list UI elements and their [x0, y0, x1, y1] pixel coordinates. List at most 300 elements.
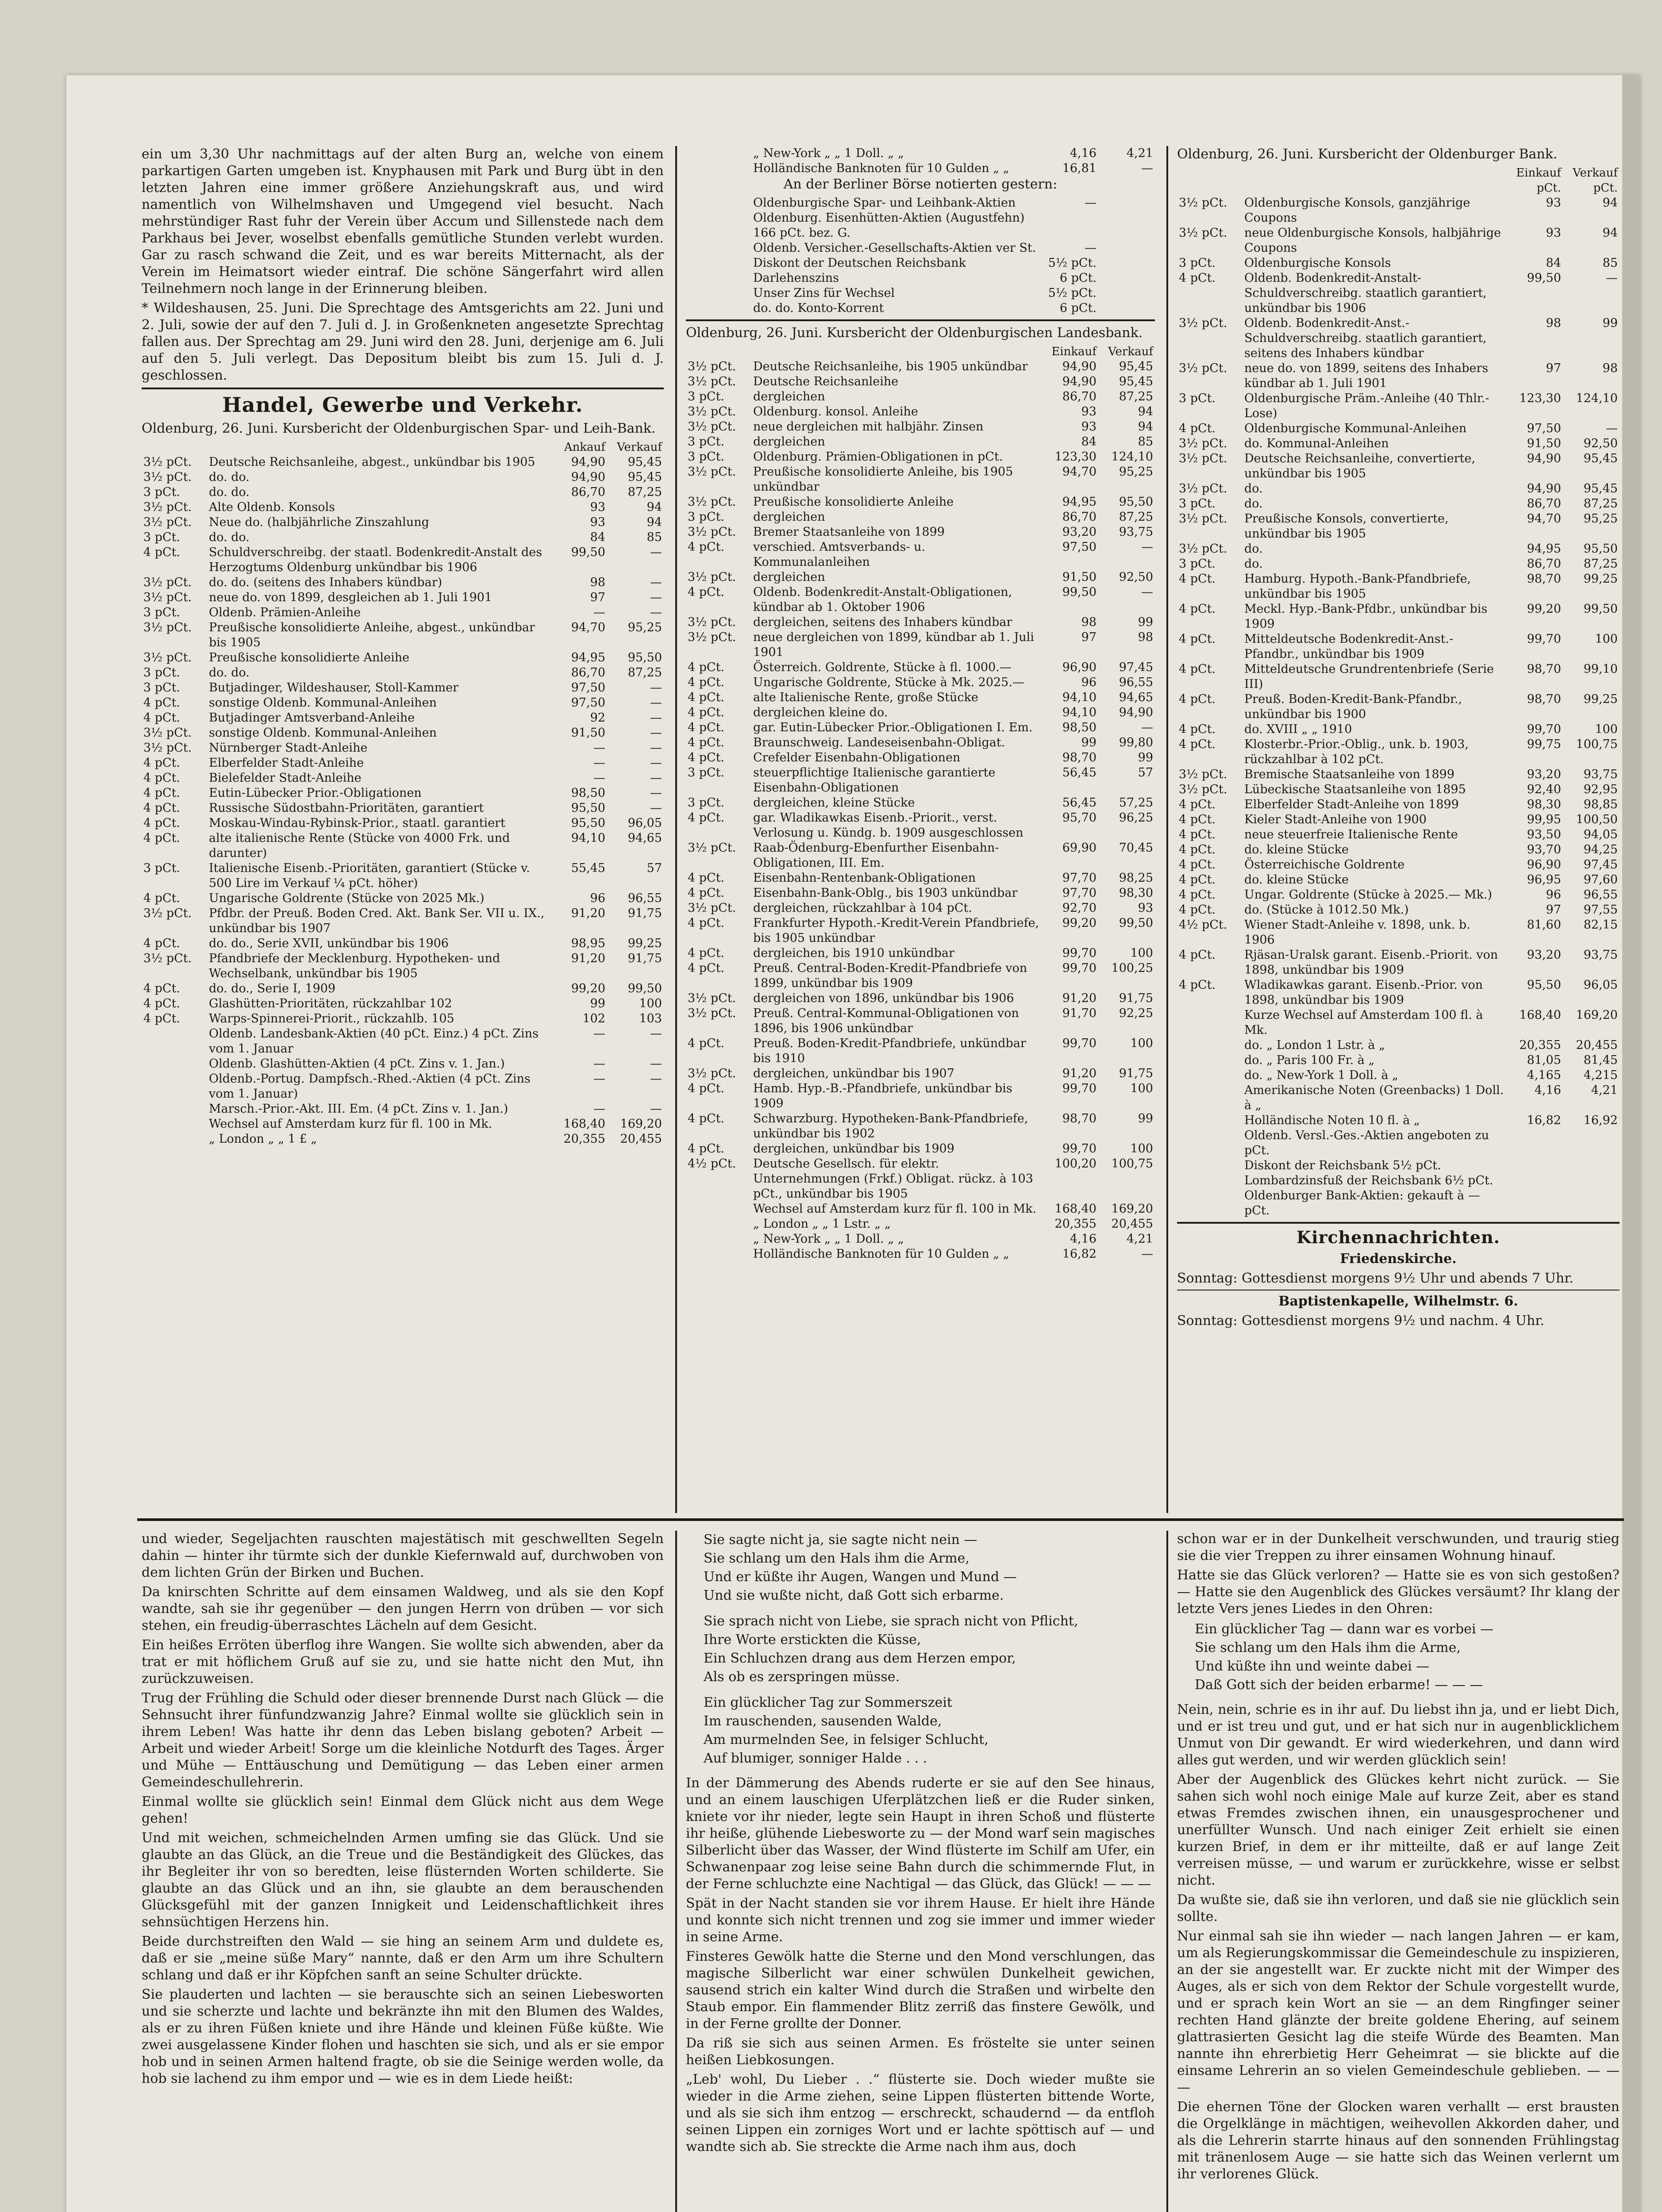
story-paragraph: Und mit weichen, schmeichelnden Armen umfing sie das Glück. Und sie glaubte an das Glück, an die Treue und die Beständigkeit des Glückes, das ihr Begleiter ihr von so beredten, leise flüsternden Worten schilderte. Sie glaubte an das Glück und an ihn, sie glaubte an dem berauschenden Glücksgefühl mit der ganzen Innigkeit und Leidenschaftlichkeit ihres sehnsüchtigen Herzens hin. — [142, 1830, 664, 1930]
security-name-cell: Lombardzinsfuß der Reichsbank 6½ pCt. — [1244, 1174, 1493, 1187]
price-table-oldenburger-bank — [1177, 165, 1620, 1218]
sell-price-cell: 85 — [1138, 435, 1153, 449]
security-name-cell: Oldenb.-Portug. Dampfsch.-Rhed.-Aktien (4 pCt. Zins vom 1. Januar) — [209, 1072, 531, 1101]
buy-price-cell: 102 — [582, 1012, 605, 1025]
buy-price-cell: 93 — [1546, 226, 1561, 240]
rate-cell: 4 pCt. — [688, 751, 725, 764]
rate-cell — [686, 286, 751, 301]
buy-price-cell: 93,70 — [1527, 843, 1561, 856]
sell-price-cell: 92,95 — [1583, 783, 1618, 796]
security-name-cell: Alte Oldenb. Konsols — [209, 500, 335, 514]
section-rule — [1177, 1222, 1620, 1224]
security-name-cell: dergleichen, bis 1910 unkündbar — [753, 946, 954, 960]
security-name-cell: Moskau-Windau-Rybinsk-Prior., staatl. garantiert — [209, 816, 505, 830]
section-divider — [137, 1518, 1624, 1521]
price-row — [686, 1081, 1155, 1111]
sell-price-cell: 16,92 — [1583, 1114, 1618, 1127]
security-name-cell: Preuß. Boden-Kredit-Pfandbriefe, unkündbar bis 1910 — [753, 1037, 1026, 1065]
poem-stanza — [1177, 1620, 1620, 1694]
rate-cell: 4 pCt. — [143, 771, 181, 785]
story-paragraph: Da riß sie sich aus seinen Armen. Es fröstelte sie unter seinen heißen Liebkosungen. — [686, 2035, 1155, 2068]
rate-cell: 4 pCt. — [688, 961, 725, 975]
sell-price-cell: 94,05 — [1583, 828, 1618, 841]
price-row — [142, 500, 664, 515]
story-paragraph: „Leb' wohl, Du Lieber . .“ flüsterte sie. Doch wieder mußte sie wieder in die Arme ziehen, seine Lippen flüsterten bittende Worte, und als sie sich ihm entzog — erschreckt, schaudernd — da entfloh seinen Lippen ein zorniges Wort und er lachte spöttisch auf — und wandte sich ab. Sie streckte die Arme nach ihm aus, doch — [686, 2072, 1155, 2154]
security-name-cell: do. do. — [209, 485, 250, 499]
report-header: Oldenburg, 26. Juni. Kursbericht der Oldenburgischen Spar- und Leih-Bank. — [142, 421, 656, 436]
story-paragraph: schon war er in der Dunkelheit verschwunden, und traurig stieg sie die vier Treppen zu ihrer einsamen Wohnung hinauf. — [1177, 1531, 1620, 1563]
rate-cell: 3½ pCt. — [143, 576, 192, 589]
buy-price-cell: 86,70 — [1527, 497, 1561, 511]
rate-cell — [1177, 1038, 1243, 1053]
security-name-cell: gar. Eutin-Lübecker Prior.-Obligationen I. Em. — [753, 721, 1033, 734]
buy-price-cell: 98,30 — [1527, 798, 1561, 811]
column-3-upper — [1177, 146, 1620, 1509]
sell-price-cell: — — [650, 801, 662, 815]
rate-cell — [686, 146, 751, 161]
rate-cell: 3 pCt. — [688, 390, 725, 403]
sell-price-cell: 94,25 — [1583, 843, 1618, 856]
sell-price-cell: 103 — [639, 1012, 662, 1025]
sell-price-cell: 99,50 — [1119, 916, 1153, 930]
rate-cell: 4 pCt. — [1179, 828, 1216, 841]
rate-cell: 4 pCt. — [143, 997, 181, 1010]
rate-cell — [1177, 1128, 1243, 1158]
sell-price-cell: 94 — [1138, 420, 1153, 434]
rate-cell: 3½ pCt. — [143, 726, 192, 740]
rate-cell — [1177, 1053, 1243, 1068]
rate-cell: 4 pCt. — [688, 886, 725, 900]
sell-price-cell: 93,75 — [1583, 768, 1618, 781]
security-name-cell: do. do., Serie I, 1909 — [209, 982, 336, 995]
price-row — [1177, 511, 1620, 541]
price-row — [686, 434, 1155, 449]
rate-cell — [686, 1232, 751, 1247]
poem-line: Als ob es zerspringen müsse. — [704, 1669, 900, 1685]
price-row — [1177, 722, 1620, 737]
price-row — [686, 211, 1155, 241]
price-row — [686, 1202, 1155, 1217]
security-name-cell: Schwarzburg. Hypotheken-Bank-Pfandbriefe, unkündbar bis 1902 — [753, 1112, 1028, 1141]
sell-price-cell: — — [1141, 161, 1153, 175]
security-name-cell: Lübeckische Staatsanleihe von 1895 — [1244, 783, 1466, 796]
rate-cell: 4 pCt. — [143, 1012, 181, 1025]
security-name-cell: Elberfelder Stadt-Anleihe — [209, 756, 364, 770]
security-name-cell: Eutin-Lübecker Prior.-Obligationen — [209, 786, 422, 800]
rate-cell — [686, 196, 751, 211]
buy-price-cell: 97 — [1546, 361, 1561, 375]
sell-price-cell: 99 — [1138, 751, 1153, 764]
sell-price-cell: 95,50 — [1583, 542, 1618, 556]
security-name-cell: Pfandbriefe der Mecklenburg. Hypotheken- und Wechselbank, unkündbar bis 1905 — [209, 952, 500, 980]
price-row — [686, 630, 1155, 660]
sell-price-cell: 4,215 — [1583, 1068, 1618, 1082]
rate-cell — [1177, 1068, 1243, 1083]
price-row — [142, 1117, 664, 1132]
price-row — [1177, 812, 1620, 827]
price-row — [1177, 481, 1620, 496]
sell-price-cell: 96,55 — [627, 891, 662, 905]
rate-cell: 4 pCt. — [143, 756, 181, 770]
security-name-cell: Deutsche Reichsanleihe, bis 1905 unkündbar — [753, 360, 1028, 373]
table-head-row — [1177, 165, 1620, 180]
rate-cell — [1177, 1158, 1243, 1173]
price-row — [1177, 391, 1620, 421]
sell-price-cell: 87,25 — [627, 666, 662, 680]
rate-cell: 3½ pCt. — [143, 621, 192, 634]
price-row — [1177, 572, 1620, 602]
poem-line: Und er küßte ihr Augen, Wangen und Mund — — [704, 1569, 1017, 1585]
rate-cell: 4 pCt. — [1179, 873, 1216, 887]
unit-label: pCt. — [1593, 181, 1618, 195]
sell-price-cell: 99,50 — [1583, 602, 1618, 616]
rate-cell: 4½ pCt. — [688, 1157, 736, 1171]
security-name-cell: Deutsche Gesellsch. für elektr. Unternehmungen (Frkf.) Obligat. rückz. à 103 pCt., unkündbar bis 1905 — [753, 1157, 1033, 1201]
security-name-cell: do. „ Paris 100 Fr. à „ — [1244, 1053, 1375, 1067]
buy-price-cell: 6 pCt. — [1059, 301, 1096, 315]
buy-price-cell: 98,70 — [1062, 751, 1096, 764]
buy-price-cell: 99,70 — [1062, 1037, 1096, 1050]
buy-price-cell: 20,355 — [1054, 1217, 1096, 1231]
price-row — [686, 615, 1155, 630]
buy-price-cell: 99,50 — [1527, 271, 1561, 285]
buy-price-cell: 94,95 — [1527, 542, 1561, 556]
sell-price-cell — [1098, 211, 1155, 241]
story-paragraph: In der Dämmerung des Abends ruderte er sie auf den See hinaus, und an einem lauschigen Uferplätzchen ließ er die Ruder sinken, kniete vor ihr nieder, legte sein Haupt in ihren Schoß und flüsterte ihr heiße, glühende Liebesworte zu — der Mond warf sein magisches Silberlicht über das Wasser, der Wind flüsterte im Schilf am Ufer, ein Schwanenpaar zog leise seine Bahn durch die schimmernde Flut, in der Ferne schluchzte eine Nachtigal — das Glück, das Glück! — — — — [686, 1775, 1155, 1892]
column-divider — [1166, 1531, 1168, 2212]
security-name-cell: Holländische Banknoten für 10 Gulden „ „ — [753, 1247, 1009, 1261]
security-name-cell: Oldenburg. Prämien-Obligationen in pCt. — [753, 450, 1003, 464]
sell-price-cell — [1563, 1188, 1620, 1218]
security-name-cell: Wechsel auf Amsterdam kurz für fl. 100 in Mk. — [753, 1202, 1037, 1216]
rate-cell — [686, 256, 751, 271]
price-row — [686, 946, 1155, 961]
security-name-cell: Amerikanische Noten (Greenbacks) 1 Doll. à „ — [1244, 1083, 1504, 1112]
security-name-cell: Kieler Stadt-Anleihe von 1900 — [1244, 813, 1427, 826]
sell-price-cell: 93 — [1138, 901, 1153, 915]
rate-cell: 4 pCt. — [688, 706, 725, 719]
rate-cell: 3½ pCt. — [688, 1067, 736, 1080]
sell-price-cell: 87,25 — [1583, 557, 1618, 571]
security-name-cell: dergleichen — [753, 390, 825, 403]
security-name-cell: Butjadinger, Wildeshauser, Stoll-Kammer — [209, 681, 459, 695]
security-name-cell: Schuldverschreibg. der staatl. Bodenkredit-Anstalt des Herzogtums Oldenburg unkündbar bis 1906 — [209, 545, 542, 574]
security-name-cell: Oldenb. Bodenkredit-Anstalt-Obligationen, kündbar ab 1. Oktober 1906 — [753, 585, 1012, 614]
rate-cell — [686, 241, 751, 256]
rate-cell: 3½ pCt. — [143, 455, 192, 469]
buy-price-cell: 81,60 — [1527, 918, 1561, 932]
price-row — [1177, 1113, 1620, 1128]
table-head-row — [142, 440, 664, 455]
price-row — [686, 495, 1155, 510]
church-subtitle: Friedenskirche. — [1340, 1251, 1457, 1267]
buy-price-cell: — — [593, 1072, 605, 1086]
security-name-cell: Oldenburgische Konsols — [1244, 256, 1391, 270]
price-row — [686, 286, 1155, 301]
security-name-cell: Rjäsan-Uralsk garant. Eisenb.-Priorit. von 1898, unkündbar bis 1909 — [1244, 948, 1498, 977]
story-paragraph: Einmal wollte sie glücklich sein! Einmal dem Glück nicht aus dem Wege gehen! — [142, 1794, 664, 1826]
buy-price-cell: 95,50 — [571, 801, 605, 815]
rate-cell — [686, 1202, 751, 1217]
sell-price-cell: 169,20 — [620, 1117, 662, 1131]
poem-line: Und sie wußte nicht, daß Gott sich erbarme. — [704, 1588, 1004, 1603]
buy-price-cell: 94,90 — [571, 455, 605, 469]
rate-cell: 4 pCt. — [1179, 798, 1216, 811]
buy-price-cell: 16,82 — [1062, 1247, 1096, 1261]
sell-price-cell: 95,25 — [1119, 465, 1153, 479]
security-name-cell: dergleichen, rückzahlbar à 104 pCt. — [753, 901, 972, 915]
price-row — [142, 575, 664, 590]
sell-price-cell: 94,65 — [1119, 691, 1153, 704]
sell-price-cell: 57 — [1138, 766, 1153, 780]
church-title: Kirchennachrichten. — [1297, 1227, 1500, 1247]
security-name-cell: Preuß. Boden-Kredit-Bank-Pfandbr., unkündbar bis 1900 — [1244, 692, 1462, 721]
price-row — [142, 710, 664, 726]
newspaper-page — [66, 75, 1640, 2212]
col-head-buy: Ankauf — [564, 441, 605, 454]
sell-price-cell: 99 — [1602, 316, 1618, 330]
rate-cell — [686, 1247, 751, 1262]
sell-price-cell: — — [650, 696, 662, 710]
security-name-cell: do. — [1244, 497, 1263, 511]
sell-price-cell — [1098, 256, 1155, 271]
rate-cell: 4 pCt. — [688, 811, 725, 825]
sell-price-cell: 94 — [646, 500, 662, 514]
buy-price-cell: 94,90 — [1527, 452, 1561, 465]
rate-cell — [142, 1102, 207, 1117]
story-paragraph: Nein, nein, schrie es in ihr auf. Du liebst ihn ja, und er liebt Dich, und er ist treu und gut, und er hat sich nur in augenblicklichem Unmut von Dir gewandt. Er wird wiederkehren, und dann wird alles gut werden, und wir werden glücklich sein! — [1177, 1702, 1620, 1768]
buy-price-cell: — — [593, 771, 605, 785]
page-gutter — [1622, 75, 1640, 2212]
rate-cell: 3 pCt. — [1179, 497, 1216, 511]
buy-price-cell: 93,20 — [1527, 948, 1561, 962]
chapel-title: Baptistenkapelle, Wilhelmstr. 6. — [1278, 1294, 1518, 1309]
sell-price-cell: 94,65 — [627, 831, 662, 845]
price-row — [1177, 1188, 1620, 1218]
sell-price-cell: 95,45 — [1583, 482, 1618, 495]
security-name-cell: Wiener Stadt-Anleihe v. 1898, unk. b. 1906 — [1244, 918, 1470, 947]
price-row — [1177, 872, 1620, 887]
security-name-cell: Preußische konsolidierte Anleihe, bis 1905 unkündbar — [753, 465, 1013, 494]
buy-price-cell: 96 — [590, 891, 605, 905]
price-row — [142, 726, 664, 741]
rate-cell: 3 pCt. — [688, 510, 725, 524]
buy-price-cell: — — [593, 741, 605, 755]
buy-price-cell: 92,70 — [1062, 901, 1096, 915]
rate-cell: 3½ pCt. — [1179, 482, 1227, 495]
poem-line: Am murmelnden See, in felsiger Schlucht, — [704, 1732, 989, 1747]
rate-cell: 3½ pCt. — [688, 615, 736, 629]
buy-price-cell: 55,45 — [571, 861, 605, 875]
price-row — [1177, 271, 1620, 316]
security-name-cell: Deutsche Reichsanleihe, abgest., unkündbar bis 1905 — [209, 455, 535, 469]
buy-price-cell: 93 — [1081, 405, 1096, 419]
price-row — [142, 620, 664, 650]
rate-cell: 4 pCt. — [1179, 271, 1216, 285]
security-name-cell: Hamb. Hyp.-B.-Pfandbriefe, unkündbar bis 1909 — [753, 1082, 1012, 1110]
rate-cell: 4 pCt. — [1179, 632, 1216, 646]
sell-price-cell: 99,80 — [1119, 736, 1153, 749]
buy-price-cell: 94,10 — [1062, 706, 1096, 719]
security-name-cell: Bielefelder Stadt-Anleihe — [209, 771, 362, 785]
col-head-sell: Verkauf — [1108, 345, 1153, 358]
sell-price-cell: 169,20 — [1111, 1202, 1153, 1216]
security-name-cell: Preußische konsolidierte Anleihe — [209, 651, 410, 664]
price-row — [1177, 827, 1620, 842]
story-paragraph: Beide durchstreiften den Wald — sie hing an seinem Arm und duldete es, daß er sie „meine süße Mary“ nannte, daß er den Arm um ihre Schultern schlang und daß er ihr Köpfchen sanft an seine Schulter drückte. — [142, 1934, 664, 1983]
rate-cell: 3½ pCt. — [688, 405, 736, 419]
price-row — [142, 906, 664, 936]
sell-price-cell: 94,90 — [1119, 706, 1153, 719]
price-row — [686, 720, 1155, 735]
column-divider — [675, 146, 677, 1513]
buy-price-cell: 93,20 — [1062, 525, 1096, 539]
price-row — [142, 530, 664, 545]
rate-cell — [686, 301, 751, 316]
sell-price-cell: 85 — [646, 530, 662, 544]
price-row — [1177, 662, 1620, 692]
security-name-cell: Preußische konsolidierte Anleihe — [753, 495, 954, 509]
rate-cell: 3 pCt. — [143, 530, 181, 544]
buy-price-cell: 94,70 — [1527, 512, 1561, 526]
buy-price-cell: 4,165 — [1527, 1068, 1561, 1082]
buy-price-cell: 97 — [590, 591, 605, 604]
price-row — [1177, 256, 1620, 271]
security-name-cell: Butjadinger Amtsverband-Anleihe — [209, 711, 415, 725]
buy-price-cell: 56,45 — [1062, 766, 1096, 780]
buy-price-cell: 84 — [1081, 435, 1096, 449]
security-name-cell: Klosterbr.-Prior.-Oblig., unk. b. 1903, rückzahlbar à 102 pCt. — [1244, 737, 1469, 766]
price-row — [142, 1026, 664, 1056]
sell-price-cell: — — [1141, 585, 1153, 599]
price-row — [686, 374, 1155, 389]
price-row — [686, 841, 1155, 871]
price-row — [686, 1232, 1155, 1247]
security-name-cell: do. do. (seitens des Inhabers kündbar) — [209, 576, 442, 589]
price-row — [1177, 1053, 1620, 1068]
sell-price-cell — [1098, 241, 1155, 256]
sell-price-cell: 92,25 — [1119, 1006, 1153, 1020]
buy-price-cell: 94,70 — [571, 621, 605, 634]
rate-cell: 3½ pCt. — [143, 651, 192, 664]
buy-price-cell: 86,70 — [1062, 390, 1096, 403]
rate-cell: 3½ pCt. — [688, 375, 736, 388]
rate-cell: 3½ pCt. — [143, 500, 192, 514]
security-name-cell: Oldenb. Glashütten-Aktien (4 pCt. Zins v. 1. Jan.) — [209, 1057, 505, 1071]
price-row — [686, 1141, 1155, 1156]
rate-cell — [686, 211, 751, 241]
security-name-cell: gar. Wladikawkas Eisenb.-Priorit., verst. Verlosung u. Kündg. b. 1909 ausgeschlossen — [753, 811, 1023, 840]
price-row — [1177, 737, 1620, 767]
rate-cell: 3½ pCt. — [688, 525, 736, 539]
security-name-cell: Glashütten-Prioritäten, rückzahlbar 102 — [209, 997, 452, 1010]
rate-cell — [686, 271, 751, 286]
sell-price-cell: 92,50 — [1119, 570, 1153, 584]
rate-cell: 4 pCt. — [1179, 843, 1216, 856]
rate-cell: 3½ pCt. — [688, 841, 736, 855]
poem-line: Ein Schluchzen drang aus dem Herzen empor, — [704, 1651, 1016, 1666]
price-row — [686, 1036, 1155, 1066]
buy-price-cell: 98,50 — [1062, 721, 1096, 734]
security-name-cell: Holländische Noten 10 fl. à „ — [1244, 1114, 1420, 1127]
rate-cell: 4 pCt. — [688, 946, 725, 960]
security-name-cell: do. do., Serie XVII, unkündbar bis 1906 — [209, 937, 449, 950]
buy-price-cell: 96 — [1546, 888, 1561, 902]
rate-cell — [142, 1132, 207, 1147]
security-name-cell: Preußische Konsols, convertierte, unkündbar bis 1905 — [1244, 512, 1449, 541]
sell-price-cell — [1563, 1173, 1620, 1188]
security-name-cell: Italienische Eisenb.-Prioritäten, garantiert (Stücke v. 500 Lire im Verkauf ¼ pCt. höher) — [209, 861, 530, 890]
price-row — [142, 1071, 664, 1102]
security-name-cell: do. XVIII „ „ 1910 — [1244, 722, 1352, 736]
sell-price-cell: 124,10 — [1576, 392, 1618, 405]
report-header: Oldenburg, 26. Juni. Kursbericht der Oldenburgischen Landesbank. — [686, 325, 1143, 341]
sell-price-cell: 100 — [639, 997, 662, 1010]
sell-price-cell: 87,25 — [1119, 510, 1153, 524]
sell-price-cell: 100 — [1130, 1082, 1153, 1095]
sell-price-cell: 99 — [1138, 1112, 1153, 1125]
price-row — [142, 515, 664, 530]
sell-price-cell: — — [650, 681, 662, 695]
security-name-cell: alte Italienische Rente, große Stücke — [753, 691, 978, 704]
security-name-cell: Ungar. Goldrente (Stücke à 2025.— Mk.) — [1244, 888, 1493, 902]
price-row — [142, 680, 664, 695]
buy-price-cell: 98,70 — [1527, 662, 1561, 676]
security-name-cell: alte italienische Rente (Stücke von 4000 Frk. und darunter) — [209, 831, 510, 860]
price-row — [1177, 978, 1620, 1008]
rate-cell: 3 pCt. — [1179, 557, 1216, 571]
buy-price-cell: 99,70 — [1062, 946, 1096, 960]
price-row — [1177, 948, 1620, 978]
sell-price-cell: 98 — [1602, 361, 1618, 375]
buy-price-cell: 99,50 — [571, 545, 605, 559]
security-name-cell: Elberfelder Stadt-Anleihe von 1899 — [1244, 798, 1459, 811]
price-row — [1177, 887, 1620, 902]
security-name-cell: dergleichen — [753, 570, 825, 584]
price-row — [686, 991, 1155, 1006]
security-name-cell: do. kleine Stücke — [1244, 873, 1349, 887]
security-name-cell: Ungarische Goldrente, Stücke à Mk. 2025.— — [753, 676, 1024, 689]
sell-price-cell: 87,25 — [1119, 390, 1153, 403]
sell-price-cell: 94 — [1602, 196, 1618, 210]
price-row — [686, 585, 1155, 615]
price-row — [686, 1217, 1155, 1232]
security-name-cell: Unser Zins für Wechsel — [753, 286, 895, 300]
sell-price-cell: 100 — [1130, 1037, 1153, 1050]
security-name-cell: do. kleine Stücke — [1244, 843, 1349, 856]
sell-price-cell: 100 — [1130, 1142, 1153, 1156]
rate-cell: 3 pCt. — [1179, 392, 1216, 405]
buy-price-cell: 16,82 — [1527, 1114, 1561, 1127]
security-name-cell: Hamburg. Hypoth.-Bank-Pfandbriefe, unkündbar bis 1905 — [1244, 572, 1471, 601]
story-paragraph: Sie plauderten und lachten — sie berauschte sich an seinen Liebesworten und sie scherzte und lachte und bekränzte ihn mit den Blumen des Waldes, als er zu ihren Füßen kniete und ihre Hände und kleinen Füße küßte. Wie zwei ausgelassene Kinder flohen und haschten sie sich, und als er sie empor hob und in seinen Armen haltend fragte, ob sie die Seinige werden wolle, da hob sie lachend zu ihm empor und — wie es in dem Liede heißt: — [142, 1987, 664, 2086]
rate-cell: 4 pCt. — [688, 1112, 725, 1125]
rate-cell: 3½ pCt. — [688, 420, 736, 434]
price-row — [142, 831, 664, 861]
sell-price-cell: — — [650, 726, 662, 740]
rate-cell — [142, 1056, 207, 1071]
rate-cell: 4 pCt. — [143, 786, 181, 800]
buy-price-cell: 6 pCt. — [1059, 271, 1096, 285]
security-name-cell: Meckl. Hyp.-Bank-Pfdbr., unkündbar bis 1909 — [1244, 602, 1488, 631]
buy-price-cell: 97,50 — [571, 681, 605, 695]
rate-cell: 4 pCt. — [143, 982, 181, 995]
poem-stanza — [686, 1531, 1155, 1605]
buy-price-cell: 98,50 — [571, 786, 605, 800]
price-row — [1177, 902, 1620, 918]
buy-price-cell: 93,50 — [1527, 828, 1561, 841]
rate-cell: 4 pCt. — [688, 661, 725, 674]
